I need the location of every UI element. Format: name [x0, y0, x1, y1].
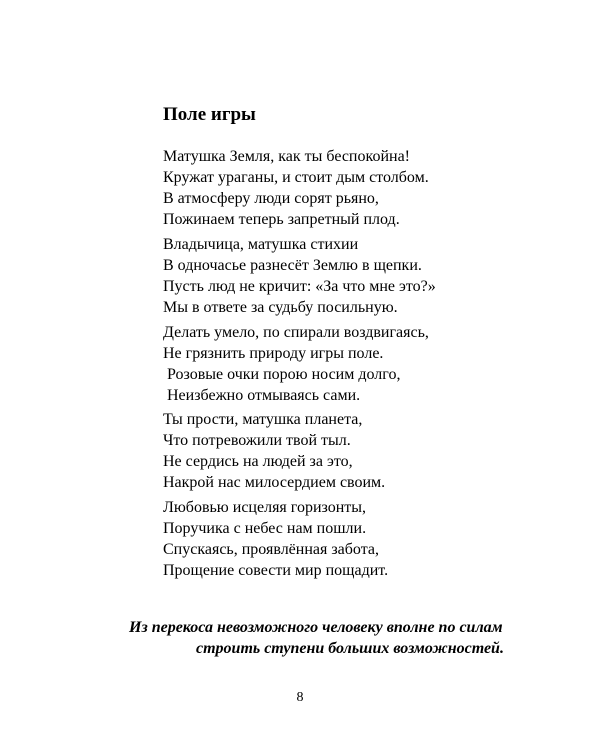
aphorism-line: строить ступени больших возможностей.	[196, 640, 504, 657]
poem-line: Спускаясь, проявлённая забота,	[163, 541, 379, 558]
poem-line: Кружат ураганы, и стоит дым столбом.	[163, 169, 429, 186]
poem-title: Поле игры	[163, 104, 256, 125]
poem-line: Матушка Земля, как ты беспокойна!	[163, 148, 410, 165]
page-number: 8	[296, 690, 304, 705]
poem-line: Владычица, матушка стихии	[163, 236, 359, 253]
poem-line: Розовые очки порою носим долго,	[163, 366, 401, 383]
poem-line: Поручика с небес нам пошли.	[163, 520, 367, 537]
poem-line: Неизбежно отмываясь сами.	[163, 387, 361, 404]
poem-line: Не грязнить природу игры поле.	[163, 345, 384, 362]
aphorism	[100, 617, 520, 659]
poem-line: Любовью исцеляя горизонты,	[163, 499, 367, 516]
poem-line: Ты прости, матушка планета,	[163, 411, 363, 428]
poem-line: Накрой нас милосердием своим.	[163, 474, 386, 491]
poem-line: Мы в ответе за судьбу посильную.	[163, 299, 398, 316]
poem-line: Делать умело, по спирали воздвигаясь,	[163, 324, 429, 341]
stanza-2	[163, 234, 436, 318]
poem-line: Не сердись на людей за это,	[163, 453, 353, 470]
poem-line: Что потревожили твой тыл.	[163, 432, 351, 449]
poem-line: В одночасье разнесёт Землю в щепки.	[163, 257, 422, 274]
poem-line: Пусть люд не кричит: «За что мне это?»	[163, 278, 436, 295]
poem-line: В атмосферу люди сорят рьяно,	[163, 190, 379, 207]
aphorism-line: Из перекоса невозможного человеку вполне по силам	[129, 619, 503, 636]
poem-line: Прощение совести мир пощадит.	[163, 562, 389, 579]
stanza-5	[163, 497, 388, 581]
stanza-4	[163, 409, 385, 493]
stanza-3	[163, 322, 429, 406]
poem-line: Пожинаем теперь запретный плод.	[163, 211, 400, 228]
stanza-1	[163, 146, 429, 230]
